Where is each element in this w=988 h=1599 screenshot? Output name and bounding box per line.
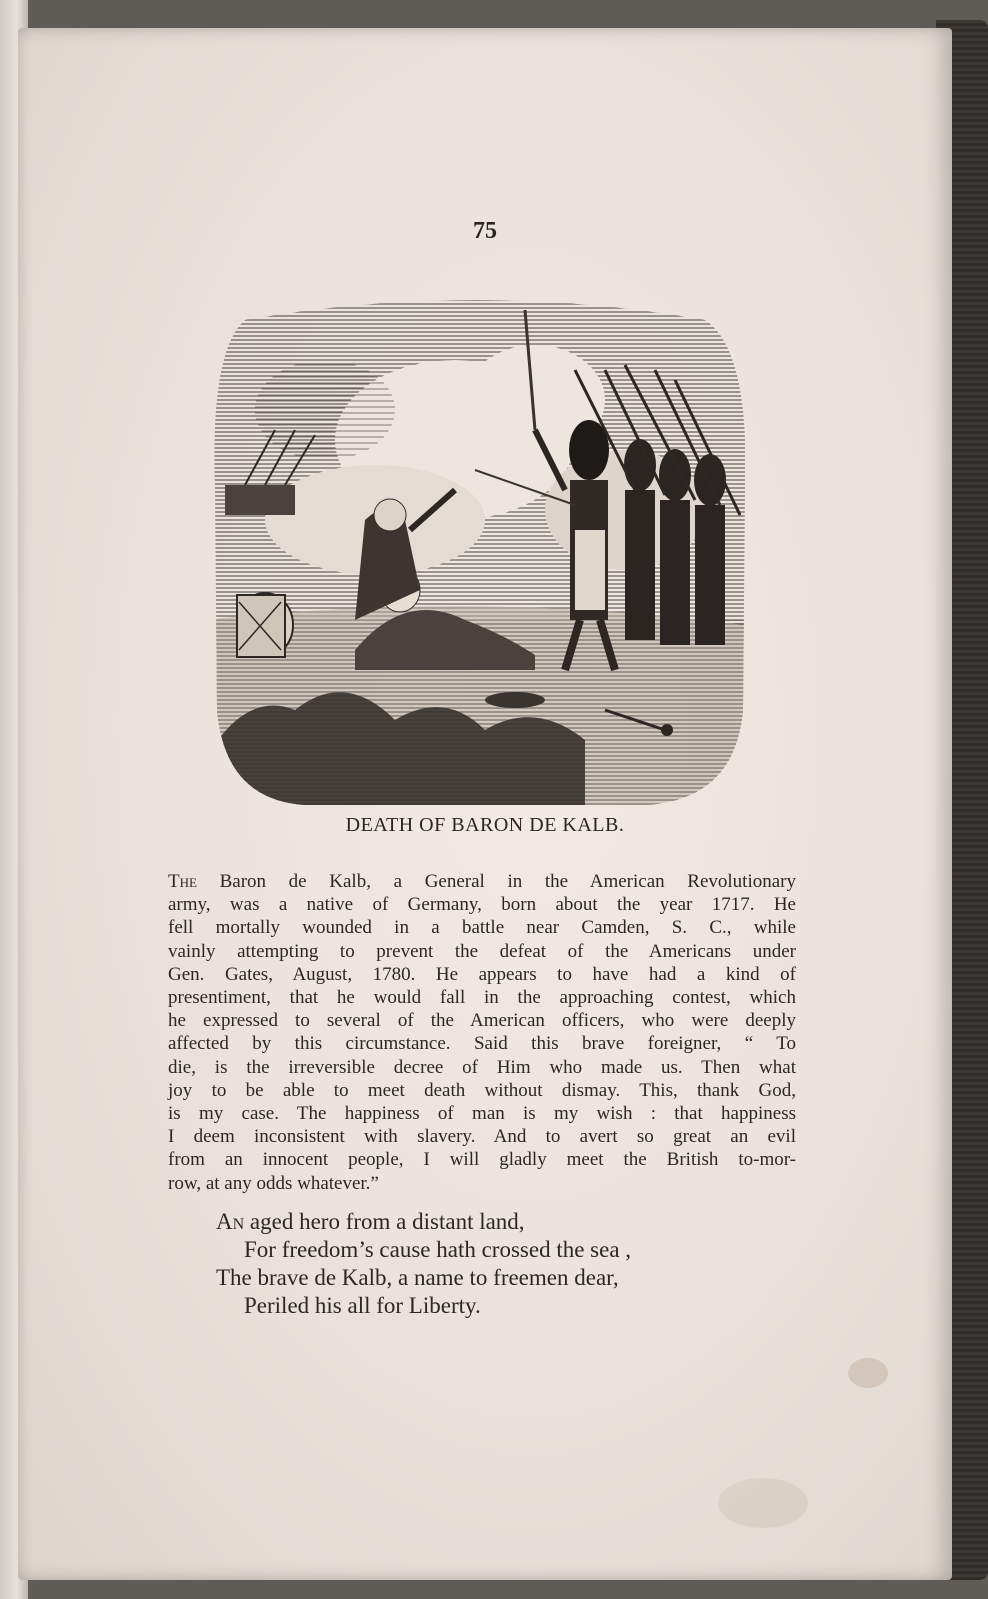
paragraph-line: presentiment, that he would fall in the approaching contest, which [168, 987, 796, 1009]
engraving-illustration [205, 290, 745, 820]
verse-line: For freedom’s cause hath crossed the sea , [244, 1237, 632, 1262]
engraving-scene [205, 290, 745, 820]
paragraph-line-text: Baron de Kalb, a General in the American Revolutionary [196, 871, 796, 892]
paragraph-line: army, was a native of Germany, born about the year 1717. He [168, 894, 796, 916]
verse-line: Periled his all for Liberty. [244, 1293, 481, 1318]
book-page [18, 28, 952, 1580]
verse-line [216, 1208, 631, 1236]
paragraph-line: fell mortally wounded in a battle near Camden, S. C., while [168, 917, 796, 939]
verse-line: The brave de Kalb, a name to freemen dear, [216, 1265, 619, 1290]
illustration-caption: DEATH OF BARON DE KALB. [345, 814, 625, 836]
paragraph-line: row, at any odds whatever.” [168, 1172, 379, 1194]
paragraph-line: vainly attempting to prevent the defeat of the Americans under [168, 940, 796, 962]
paragraph-line: affected by this circumstance. Said this brave foreigner, “ To [168, 1033, 796, 1055]
verse-lead-word: An [216, 1209, 245, 1234]
paragraph-lead-word: The [168, 871, 197, 892]
paragraph-line: I deem inconsistent with slavery. And to avert so great an evil [168, 1126, 796, 1148]
paragraph-line: Gen. Gates, August, 1780. He appears to have had a kind of [168, 963, 796, 985]
verse-stanza [216, 1208, 631, 1320]
page-stain [718, 1478, 808, 1528]
body-paragraph [168, 870, 796, 1195]
paragraph-line: is my case. The happiness of man is my wish : that happiness [168, 1103, 796, 1125]
page-number: 75 [473, 218, 497, 244]
paragraph-line: joy to be able to meet death without dismay. This, thank God, [168, 1079, 796, 1101]
page-stain [848, 1358, 888, 1388]
paragraph-line: from an innocent people, I will gladly meet the British to-mor- [168, 1149, 796, 1171]
paragraph-line [168, 870, 796, 893]
paragraph-line: he expressed to several of the American officers, who were deeply [168, 1010, 796, 1032]
paragraph-line: die, is the irreversible decree of Him who made us. Then what [168, 1056, 796, 1078]
verse-line-text: aged hero from a distant land, [244, 1209, 525, 1234]
